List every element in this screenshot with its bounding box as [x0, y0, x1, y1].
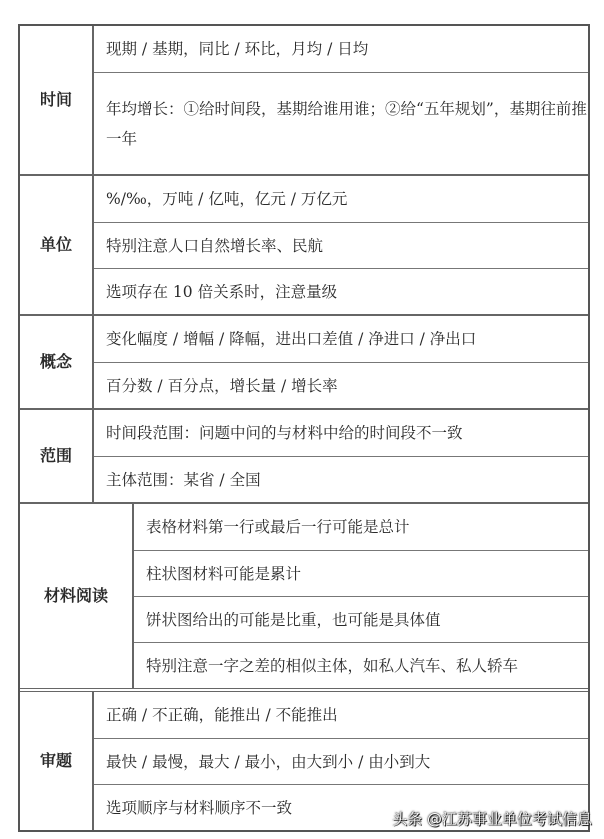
- table-row: 时间段范围：问题中问的与材料中给的时间段不一致: [106, 424, 463, 442]
- table-row: 表格材料第一行或最后一行可能是总计: [146, 518, 410, 536]
- table-row: 变化幅度 / 增幅 / 降幅，进出口差值 / 净进口 / 净出口: [106, 330, 477, 348]
- category-label: 概念: [20, 316, 94, 408]
- group-time: [20, 26, 588, 174]
- group-concept: [20, 314, 588, 408]
- table-row: 最快 / 最慢，最大 / 最小，由大到小 / 由小到大: [94, 738, 588, 784]
- summary-table: [18, 24, 590, 832]
- table-row: %/‰，万吨 / 亿吨，亿元 / 万亿元: [106, 190, 348, 208]
- watermark: 头条 @江苏事业单位考试信息: [392, 810, 592, 828]
- table-row: 饼状图给出的可能是比重，也可能是具体值: [134, 596, 588, 642]
- group-unit: [20, 174, 588, 314]
- group-material-reading: [20, 502, 588, 688]
- table-row: 柱状图材料可能是累计: [134, 550, 588, 596]
- category-label: 时间: [20, 26, 94, 174]
- category-label: 单位: [20, 176, 94, 314]
- table-row: 选项顺序与材料顺序不一致: [94, 784, 588, 830]
- table-row: 年均增长：①给时间段，基期给谁用谁；②给“五年规划”，基期往前推一年: [94, 72, 588, 174]
- table-row: 百分数 / 百分点，增长量 / 增长率: [94, 362, 588, 408]
- category-label: 范围: [20, 410, 94, 502]
- table-row: 现期 / 基期，同比 / 环比，月均 / 日均: [106, 40, 369, 58]
- table-row: 选项存在 10 倍关系时，注意量级: [94, 268, 588, 314]
- group-scope: [20, 408, 588, 502]
- category-label: 材料阅读: [20, 504, 134, 688]
- table-row: 正确 / 不正确，能推出 / 不能推出: [106, 706, 338, 724]
- table-row: 特别注意人口自然增长率、民航: [94, 222, 588, 268]
- table-row: 主体范围：某省 / 全国: [94, 456, 588, 502]
- category-label: 审题: [20, 692, 94, 830]
- table-row: 特别注意一字之差的相似主体，如私人汽车、私人轿车: [134, 642, 588, 688]
